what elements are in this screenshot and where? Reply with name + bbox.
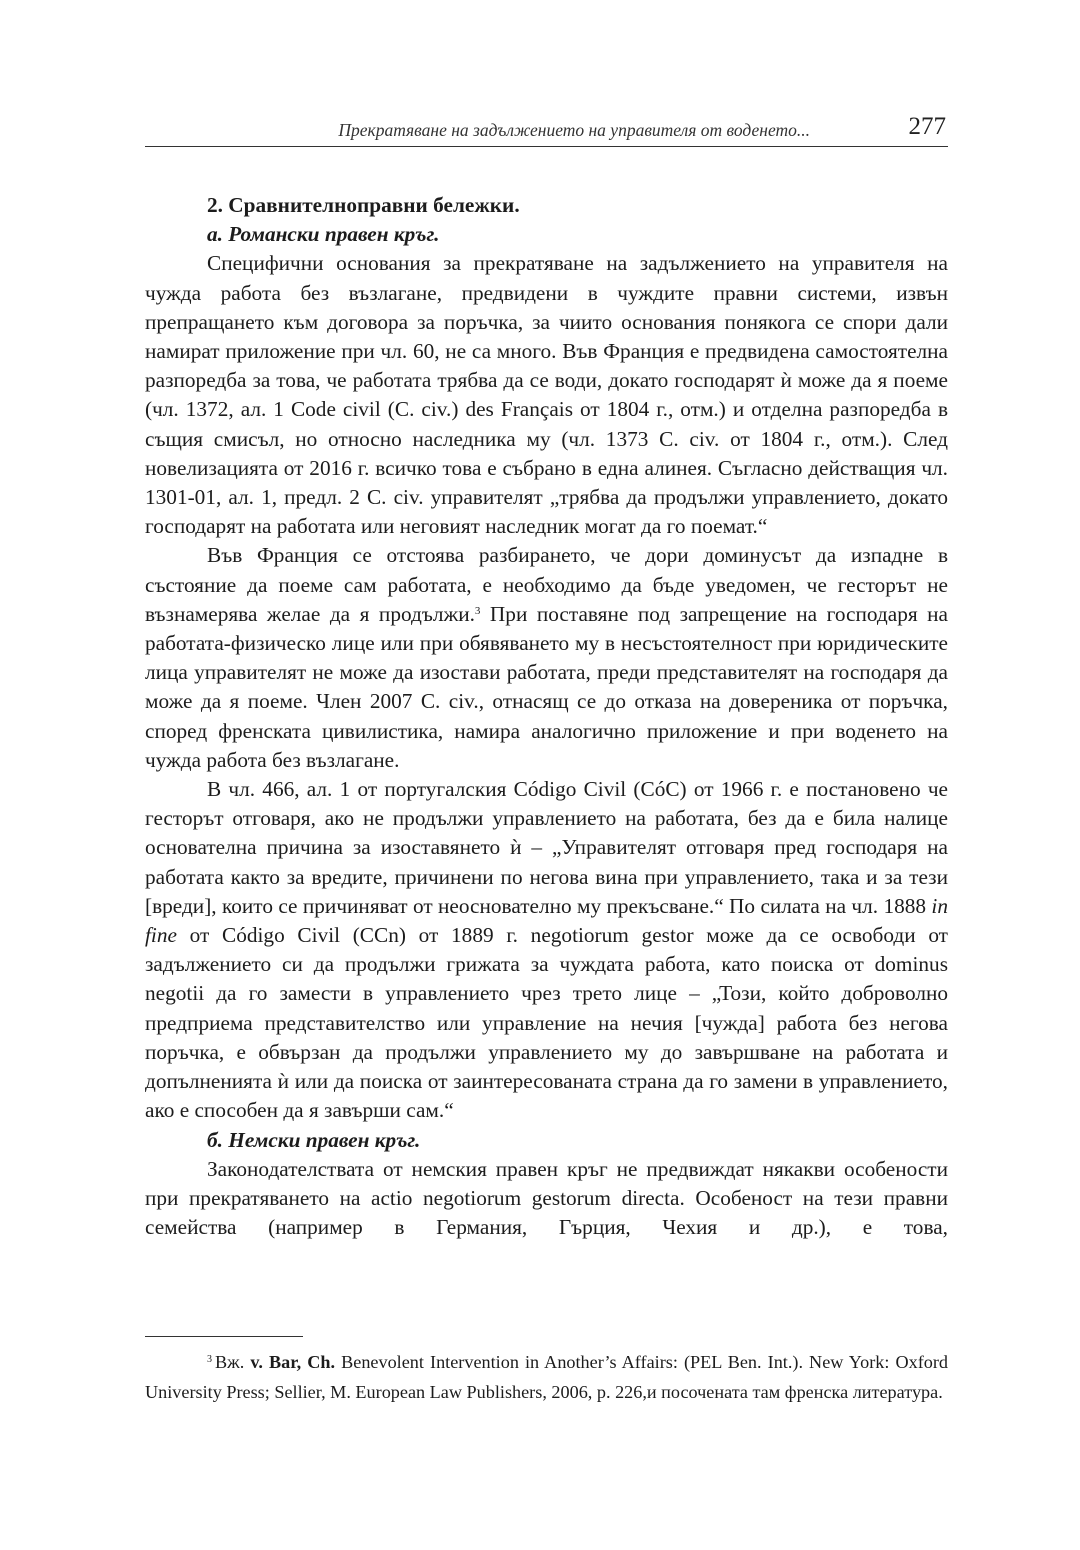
footnote-divider bbox=[145, 1336, 303, 1337]
paragraph-1: Специфични основания за прекратяване на задължението на управителя на чужда работа без възлагане, предвидени в чуждите правни системи, извън препращането към договора за поръчка, за чиито основания понякога се спори дали намират приложение при чл. 60, не са много. Във Франция е предвидена самостоятелна разпоредба за това, че работата трябва да се води, докато господарят ѝ може да я поеме (чл. 1372, ал. 1 Code civil (C. civ.) des Français от 1804 г., отм.) и отделна разпоредба в същия смисъл, но относно наследника му (чл. 1373 C. civ. от 1804 г., отм.). След новелизацията от 2016 г. всичко това е събрано в една алинея. Съгласно действащия чл. 1301-01, ал. 1, предл. 2 C. civ. управителят „трябва да продължи управлението, докато господарят на работата или неговият наследник могат да го поемат.“ bbox=[145, 251, 948, 539]
footnote-marker: 3 bbox=[207, 1354, 212, 1365]
section-heading: 2. Сравнителноправни бележки. bbox=[207, 193, 520, 217]
body-text bbox=[145, 191, 948, 1242]
paragraph-3-italic: in fine bbox=[145, 893, 948, 948]
footnote-author: v. Bar, Ch. bbox=[250, 1352, 336, 1372]
footnote-text: Benevolent Intervention in Another’s Affairs: (PEL Ben. Int.). New York: Oxford University Press; Sellier, M. European Law Publishers, 2006, p. 226,и посочената там френска литература. bbox=[145, 1352, 948, 1402]
footnote bbox=[145, 1349, 948, 1406]
paragraph-3-text-a: В чл. 466, ал. 1 от португалския Código Civil (CóC) от 1966 г. е постановено че гесторът отговаря, ако не продължи управлението на работата, без да е била налице основателна причина за изоставянето ѝ – „Управителят отговаря пред господаря на работата както за вредите, причинени по негова вина при управлението, така и за тези [вреди], които се причиняват от неоснователно му прекъсване.“ По силата на чл. 1888 bbox=[145, 777, 948, 918]
paragraph-3-text-b: от Código Civil (CCn) от 1889 г. negotiorum gestor може да се освободи от задължението си да продължи грижата за чуждата работа, като поиска от dominus negotii да го замести в управлението чрез трето лице – „Този, който доброволно предприема представителство или управление на нечия [чужда] работа без негова поръчка, е обвързан да продължи управлението му до завършване на работата и допълненията ѝ или да поиска от заинтересованата страна да го замени в управлението, ако е способен да я завърши сам.“ bbox=[145, 923, 948, 1123]
paragraph-2-text-b: При поставяне под запрещение на господаря на работата-физическо лице или при обявяването му в несъстоятелност при юридическите лица управителят не може да изостави работата, преди представителят на господаря да може да я поеме. Член 2007 C. civ., отнасящ се до отказа на довереника от поръчка, според френската цивилистика, намира аналогично приложение и при воденето на чужда работа без възлагане. bbox=[145, 601, 948, 772]
paragraph-4: Законодателствата от немския правен кръг не предвиждат някакви особености при прекратяването на actio negotiorum gestorum directa. Особеност на тези правни семейства (например в Германия, Гърция, Чехия и др.), е това, bbox=[145, 1156, 948, 1240]
running-title: Прекратяване на задължението на управителя от воденето... bbox=[338, 120, 810, 140]
paragraph-2 bbox=[145, 541, 948, 775]
page bbox=[145, 110, 948, 1242]
page-number: 277 bbox=[908, 113, 946, 140]
running-header bbox=[145, 110, 948, 147]
paragraph-3 bbox=[145, 775, 948, 1125]
footnote-prefix: Вж. bbox=[215, 1352, 251, 1372]
subheading-german: б. Немски правен кръг. bbox=[207, 1127, 421, 1152]
footnote-reference[interactable]: 3 bbox=[474, 604, 481, 617]
subheading-romance: а. Романски правен кръг. bbox=[207, 222, 440, 247]
paragraph-2-text-a: Във Франция се отстоява разбирането, че дори доминусът да изпадне в състояние да поеме сам работата, е необходимо да бъде уведомен, че гесторът не възнамерява желае да я продължи. bbox=[145, 543, 948, 626]
